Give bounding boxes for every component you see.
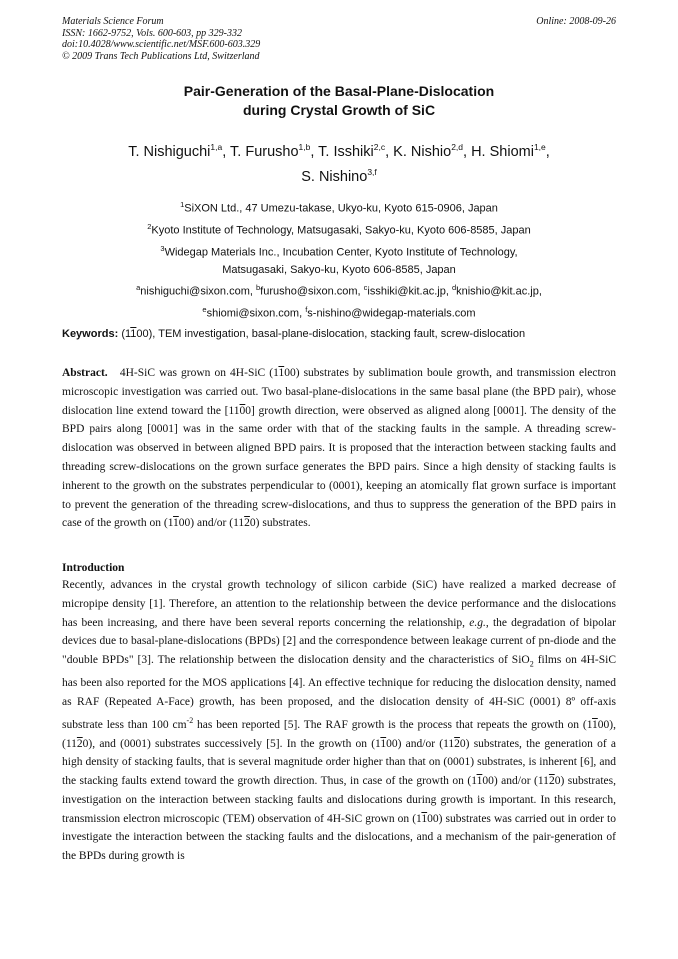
online-date: Online: 2008-09-26 bbox=[536, 16, 616, 27]
author-name: H. Shiomi bbox=[471, 143, 534, 160]
title-line-1: Pair-Generation of the Basal-Plane-Dislocation bbox=[183, 83, 495, 99]
email: nishiguchi@sixon.com, bbox=[140, 285, 253, 298]
keywords: Keywords: (1100), TEM investigation, basal-plane-dislocation, stacking fault, screw-dislocation bbox=[62, 328, 526, 340]
author-mark: 2,d bbox=[451, 142, 464, 152]
author-name: T. Nishiguchi bbox=[128, 143, 211, 160]
keywords-label: Keywords: bbox=[62, 328, 119, 340]
abstract-label: Abstract. bbox=[62, 367, 108, 379]
author-mark: 1,a bbox=[210, 142, 223, 152]
email: isshiki@kit.ac.jp, bbox=[367, 285, 449, 298]
author-name: T. Isshiki bbox=[318, 143, 374, 160]
email: furusho@sixon.com, bbox=[260, 285, 361, 298]
copyright-line: © 2009 Trans Tech Publications Ltd, Switzerland bbox=[62, 50, 260, 62]
doi-line: doi:10.4028/www.scientific.net/MSF.600-603.329 bbox=[62, 39, 261, 50]
author-name: T. Furusho bbox=[230, 143, 299, 160]
email-line-2: $^e$shiomi@sixon.com, $^f$s-nishino@widegap-materials.com bbox=[202, 305, 476, 320]
affiliations bbox=[62, 196, 616, 323]
email: knishio@kit.ac.jp, bbox=[456, 285, 542, 298]
issn-line: ISSN: 1662-9752, Vols. 600-603, pp 329-332 bbox=[62, 27, 242, 39]
title-line-2: during Crystal Growth of SiC bbox=[242, 102, 436, 118]
journal-header bbox=[62, 16, 616, 62]
email-line-1: $^a$nishiguchi@sixon.com, $^b$furusho@sixon.com, $^c$isshiki@kit.ac.jp, $^d$knishio@kit.ac.jp, bbox=[136, 283, 542, 298]
affiliation-1: $^1$SiXON Ltd., 47 Umezu-takase, Ukyo-ku, Kyoto 615-0906, Japan bbox=[180, 200, 498, 215]
email: shiomi@sixon.com, bbox=[206, 307, 303, 320]
affiliation-3-cont: Matsugasaki, Sakyo-ku, Kyoto 606-8585, Japan bbox=[222, 263, 456, 276]
author-mark: 1,e bbox=[533, 142, 546, 152]
paper-title bbox=[62, 82, 616, 120]
introduction-body: Recently, advances in the crystal growth technology of silicon carbide (SiC) have realized a marked decrease of micropipe density [1]. Therefore, an attention to the relationship between the device performance and the dislocations has been increasing, and there have been several reports concerning the relationship, e.g., the degradation of bipolar devices due to basal-plane-dislocations (BPDs) [2] and the correspondence between leakage current of pn-diode and the "double BPDs" [3]. The relationship between the dislocation density and the characteristics of SiO$_2$ films on 4H-SiC has been also reported for the MOS applications [4]. An effective technique for reducing the dislocation density, named as RAF (Repeated A-Face) growth, has been proposed, and the dislocation density of 4H-SiC (0001) 8º off-axis substrate less than 100 $cm^{-2}$ has been reported [5]. The RAF growth is the process that repeats the growth on (1100), (1120), and (0001) substrates successively [5]. In the growth on (1100) and/or (1120) substrates, the generation of a high density of stacking faults, that is several magnitude order higher than that on (0001) substrates, is inherent [6], and the stacking faults extend toward the growth direction. Thus, in case of the growth on (1100) and/or (1120) substrates, investigation on the interaction between stacking faults and dislocations during growth is important. In this research, transmission electron microscopic (TEM) observation of 4H-SiC grown on (1100) substrates was carried out in order to investigate the interaction between the stacking faults and the dislocations, and a mechanism of the pair-generation of the BPDs during growth is bbox=[62, 579, 617, 863]
abstract: Abstract. 4H-SiC was grown on 4H-SiC (1100) substrates by sublimation boule growth, and transmission electron microscopic investigation was carried out. Two basal-plane-dislocations in the same basal plane (the BPD pair), whose dislocation line extend toward the [1100] growth direction, were observed as aligned along [0001]. The density of the BPD pairs along [0001] was in the same order with that of the stacking faults in the sample. A threading screw-dislocation was observed in between aligned BPD pairs. It is proposed that the interaction between stacking faults and threading screw-dislocations on the grown surface generates the BPD pairs. Since a high density of stacking faults is inherent to the growth on the substrates perpendicular to (0001), keeping an atomically flat grown surface is important to prevent the generation of the threading screw-dislocations, and thus to suppress the generation of the BPD pairs in case of the growth on (1100) and/or (1120) substrates. bbox=[62, 367, 617, 530]
author-mark: 1,b bbox=[298, 142, 311, 152]
section-heading: Introduction bbox=[62, 562, 125, 574]
author-mark: 3,f bbox=[367, 166, 377, 177]
author-mark: 2,c bbox=[373, 142, 386, 152]
author-list: T. Nishiguchi$^{1,a}$, T. Furusho$^{1,b}$, T. Isshiki$^{2,c}$, K. Nishio$^{2,d}$, H. Shiomi$^{1,e}$, S. Nishino$^{3,f}$ bbox=[128, 142, 550, 185]
email: s-nishino@widegap-materials.com bbox=[307, 307, 476, 320]
journal-name: Materials Science Forum bbox=[62, 16, 164, 27]
author-name: S. Nishino bbox=[301, 168, 368, 185]
affiliation-2: $^2$Kyoto Institute of Technology, Matsugasaki, Sakyo-ku, Kyoto 606-8585, Japan bbox=[147, 221, 531, 237]
affiliation-3: $^3$Widegap Materials Inc., Incubation Center, Kyoto Institute of Technology, bbox=[160, 243, 518, 259]
author-name: K. Nishio bbox=[393, 143, 452, 160]
